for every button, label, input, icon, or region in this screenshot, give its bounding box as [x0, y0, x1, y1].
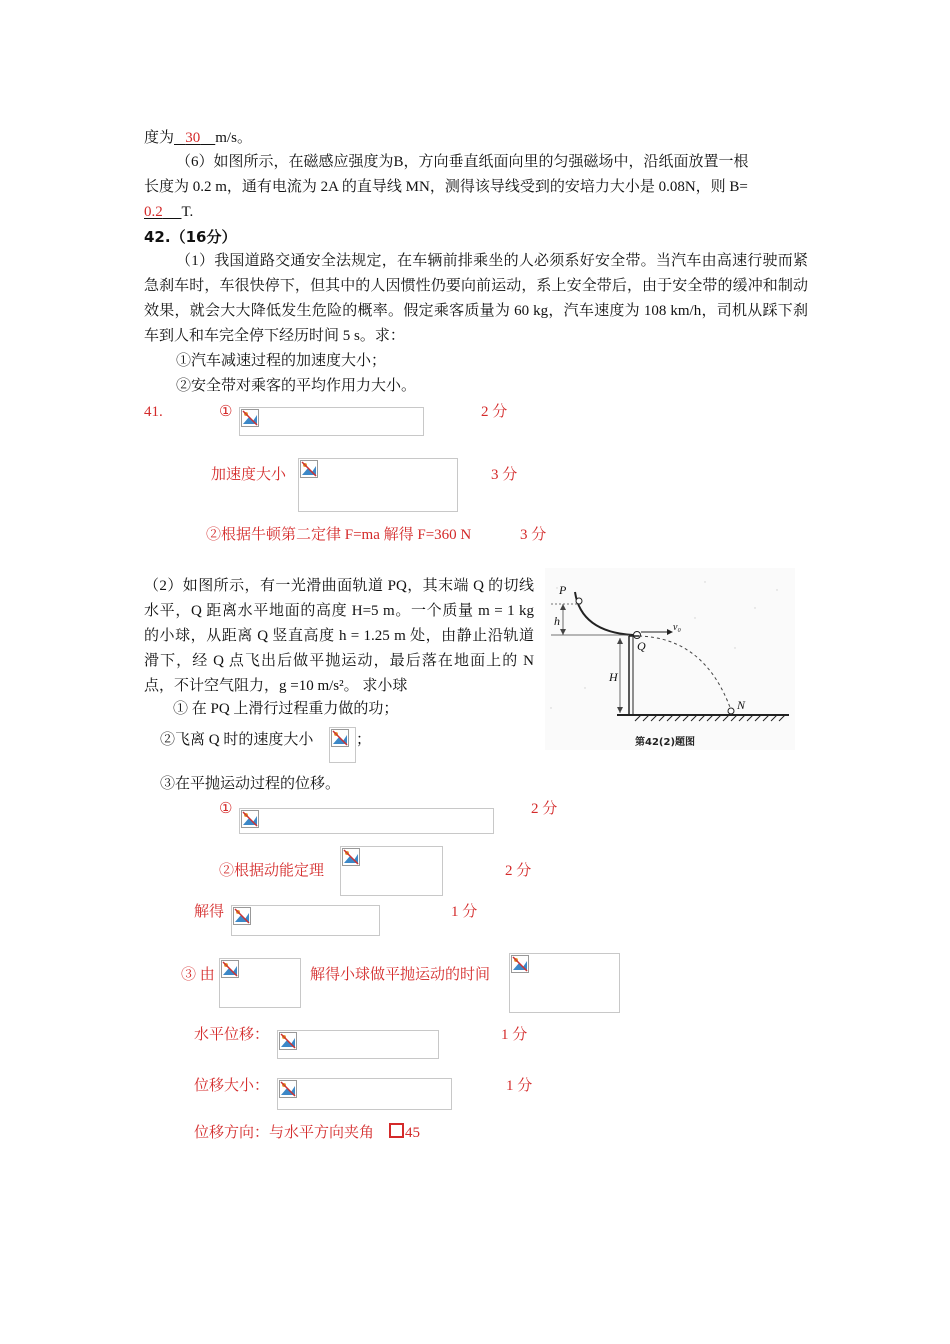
- answer2-line4b: 解得小球做平抛运动的时间: [310, 967, 491, 983]
- label-big-h: H: [609, 670, 618, 684]
- answer1-accel-label: 加速度大小: [211, 467, 287, 483]
- answer2-line7-value: 45: [405, 1125, 421, 1141]
- broken-image-icon: [233, 907, 251, 925]
- q6-suffix: T.: [181, 204, 194, 220]
- formula-image: [239, 808, 494, 834]
- answer2-line6: 位移大小：: [194, 1078, 270, 1094]
- q42-part1-text: （1）我国道路交通安全法规定，在车辆前排乘坐的人必须系好安全带。当汽车由高速行驶而紧急刹车时，车很快停下，但其中的人因惯性仍要向前运动，系上安全带后，由于安全带的缓冲和制动效果，就会大大降低发生危险的概率。假定乘客质量为 60 kg，汽车速度为 108 km/h，司机从踩下刹车到人和车完全停下经历时间 5 s。求：: [144, 253, 808, 344]
- answer2-score1: 2 分: [531, 801, 558, 817]
- answer-number: 41.: [144, 404, 163, 420]
- broken-image-icon: [279, 1032, 297, 1050]
- q42-part2-item3: ③在平抛运动过程的位移。: [160, 776, 341, 792]
- q6-blank: [144, 204, 182, 220]
- q42-part2-item2: [160, 729, 313, 751]
- label-p: P: [559, 583, 567, 597]
- formula-image: [509, 953, 620, 1013]
- broken-image-icon: [221, 960, 239, 978]
- answer1-mark1: ①: [219, 404, 233, 420]
- answer1-score1: 2 分: [481, 404, 508, 420]
- answer2-line2: ②根据动能定理: [219, 863, 325, 879]
- answer2-line7-text: 位移方向：与水平方向夹角: [194, 1125, 375, 1141]
- broken-image-icon: [279, 1080, 297, 1098]
- figure-caption: 第42(2)题图: [635, 737, 696, 748]
- missing-glyph-box: [389, 1123, 404, 1138]
- label-n: N: [737, 698, 746, 712]
- label-v0: v₀: [673, 622, 681, 633]
- broken-image-icon: [342, 848, 360, 866]
- broken-image-icon: [300, 460, 318, 478]
- q42-part2-text: （2）如图所示，有一光滑曲面轨道 PQ，其末端 Q 的切线水平，Q 距离水平地面的高度 H=5 m。一个质量 m = 1 kg 的小球，从距离 Q 竖直高度 h = 1.25 m 处，由静止沿轨道滑下，经 Q 点飞出后做平抛运动，最后落在地面上的 N 点，不计空气阻力，g =10 m/s²。 求小球: [144, 578, 534, 694]
- formula-image: [277, 1078, 452, 1110]
- broken-image-icon: [511, 955, 529, 973]
- answer1-line3: ②根据牛顿第二定律 F=ma 解得 F=360 N: [206, 527, 472, 543]
- answer2-score6: 1 分: [506, 1078, 533, 1094]
- answer2-mark1: ①: [219, 801, 233, 817]
- q6-line2: 长度为 0.2 m，通有电流为 2A 的直导线 MN，测得该导线受到的安培力大小是 0.08N，则 B=: [144, 179, 748, 195]
- q42-part2-item1: ① 在 PQ 上滑行过程重力做的功；: [173, 701, 399, 717]
- answer1-score3: 3 分: [520, 527, 547, 543]
- q42-heading: 42.（16分）: [144, 228, 237, 246]
- q5-suffix: m/s。: [215, 130, 252, 146]
- q5-answer: 30: [185, 130, 201, 146]
- q5-answer-line: [144, 127, 252, 149]
- q6-line1: （6）如图所示，在磁感应强度为B，方向垂直纸面向里的匀强磁场中，沿纸面放置一根: [176, 154, 749, 170]
- formula-image: [329, 727, 356, 763]
- q42-part2-item2-text: ②飞离 Q 时的速度大小: [160, 732, 314, 748]
- answer2-line3: 解得: [194, 904, 225, 920]
- q42-part1-item2: ②安全带对乘客的平均作用力大小。: [176, 378, 417, 394]
- label-q: Q: [637, 639, 646, 653]
- formula-image: [231, 905, 380, 936]
- broken-image-icon: [241, 409, 259, 427]
- formula-image: [298, 458, 458, 512]
- answer2-line7: [194, 1122, 420, 1144]
- q42-part1-item1: ①汽车减速过程的加速度大小；: [176, 353, 387, 369]
- formula-image: [219, 958, 301, 1008]
- q6-answer-line: [144, 201, 193, 223]
- formula-image: [277, 1030, 439, 1059]
- answer1-score2: 3 分: [491, 467, 518, 483]
- q6-answer: 0.2: [144, 204, 163, 220]
- broken-image-icon: [241, 810, 259, 828]
- answer2-score5: 1 分: [501, 1027, 528, 1043]
- q5-blank: [174, 130, 215, 146]
- answer2-line5: 水平位移：: [194, 1027, 270, 1043]
- broken-image-icon: [331, 729, 349, 747]
- answer2-score3: 1 分: [451, 904, 478, 920]
- label-h: h: [554, 614, 560, 628]
- answer2-score2: 2 分: [505, 863, 532, 879]
- formula-image: [340, 846, 443, 896]
- q42-part2-item2-end: ；: [356, 732, 372, 748]
- formula-image: [239, 407, 424, 436]
- q5-prefix: 度为: [144, 130, 175, 146]
- projectile-figure: [545, 568, 795, 750]
- answer2-line4a: ③ 由: [181, 967, 215, 983]
